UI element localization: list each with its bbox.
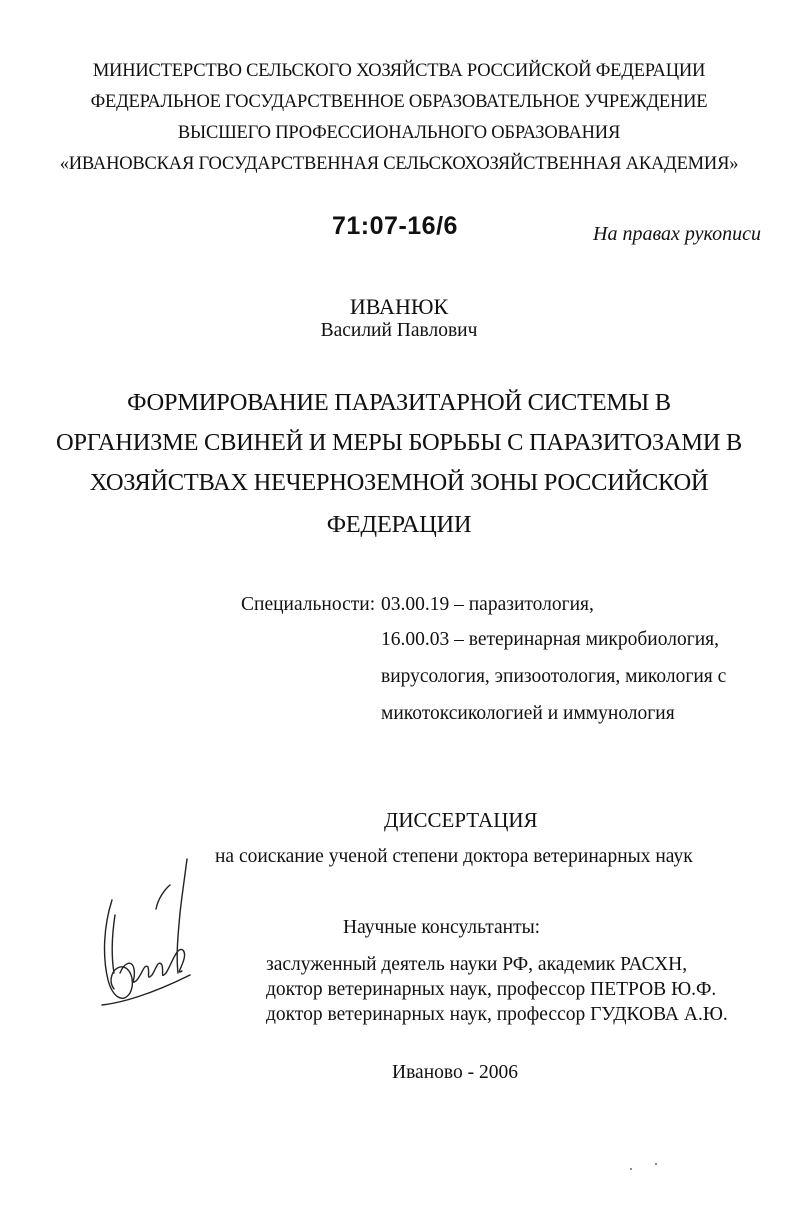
rights-note: На правах рукописи — [593, 223, 761, 245]
handwritten-signature — [90, 855, 210, 1025]
scan-speck — [655, 1163, 657, 1165]
catalog-code: 71:07-16/6 — [332, 212, 458, 240]
institution-type-header: ФЕДЕРАЛЬНОЕ ГОСУДАРСТВЕННОЕ ОБРАЗОВАТЕЛЬНОЕ УЧРЕЖДЕНИЕ — [90, 92, 708, 112]
ministry-header: МИНИСТЕРСТВО СЕЛЬСКОГО ХОЗЯЙСТВА РОССИЙСКОЙ ФЕДЕРАЦИИ — [92, 61, 706, 81]
specialty-item: вирусология, эпизоотология, микология с — [381, 666, 727, 687]
work-type: ДИССЕРТАЦИЯ — [384, 808, 538, 832]
consultant-line: доктор ветеринарных наук, профессор ПЕТРОВ Ю.Ф. — [266, 979, 717, 1000]
specialty-item: 16.00.03 – ветеринарная микробиология, — [381, 629, 719, 650]
author-surname: ИВАНЮК — [349, 294, 449, 319]
title-line: ФЕДЕРАЦИИ — [326, 511, 472, 538]
consultants-heading: Научные консультанты: — [343, 917, 541, 938]
consultant-line: доктор ветеринарных наук, профессор ГУДКОВА А.Ю. — [266, 1004, 728, 1025]
degree-statement: на соискание ученой степени доктора ветеринарных наук — [215, 846, 693, 867]
title-line: ОРГАНИЗМЕ СВИНЕЙ И МЕРЫ БОРЬБЫ С ПАРАЗИТОЗАМИ В — [56, 429, 742, 456]
specialty-item: микотоксикологией и иммунология — [381, 703, 675, 724]
scan-speck — [630, 1168, 632, 1170]
title-line: ХОЗЯЙСТВАХ НЕЧЕРНОЗЕМНОЙ ЗОНЫ РОССИЙСКОЙ — [89, 469, 709, 496]
place-year: Иваново - 2006 — [392, 1062, 518, 1083]
education-level-header: ВЫСШЕГО ПРОФЕССИОНАЛЬНОГО ОБРАЗОВАНИЯ — [177, 123, 621, 143]
author-given-names: Василий Павлович — [320, 320, 478, 341]
consultant-line: заслуженный деятель науки РФ, академик РАСХН, — [266, 954, 688, 975]
title-line: ФОРМИРОВАНИЕ ПАРАЗИТАРНОЙ СИСТЕМЫ В — [127, 389, 671, 416]
specialties-label: Специальности: — [241, 594, 376, 615]
specialty-item: 03.00.19 – паразитология, — [381, 594, 594, 615]
academy-name-header: «ИВАНОВСКАЯ ГОСУДАРСТВЕННАЯ СЕЛЬСКОХОЗЯЙСТВЕННАЯ АКАДЕМИЯ» — [59, 154, 739, 174]
